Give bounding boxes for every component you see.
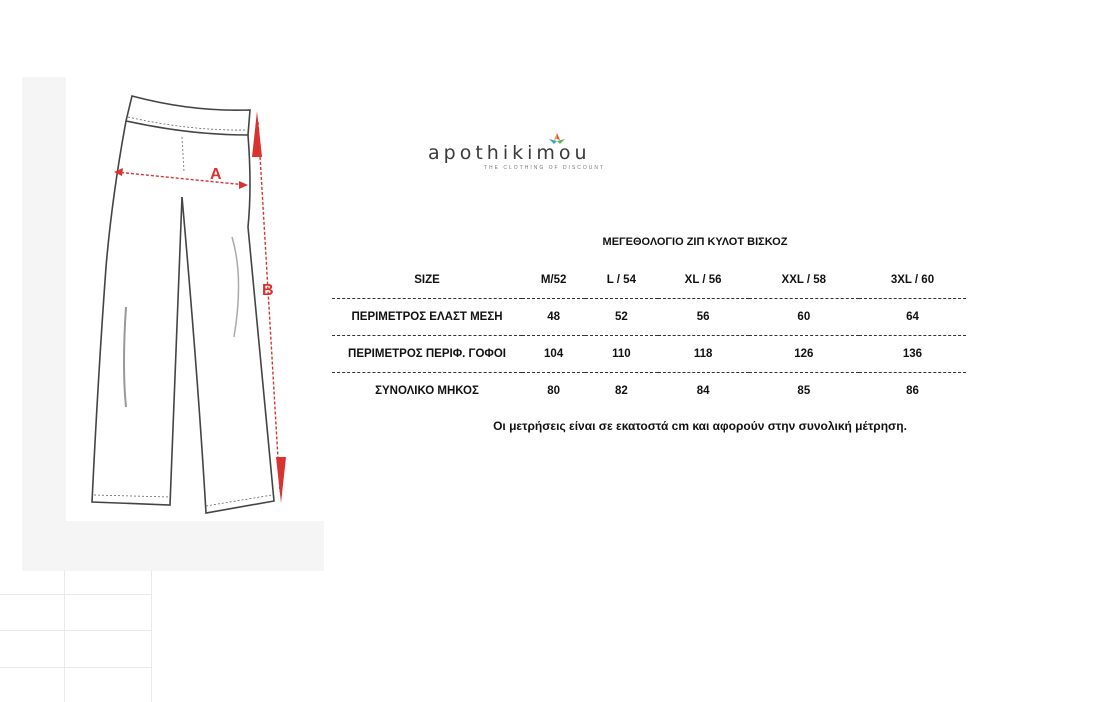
table-row xyxy=(332,299,966,336)
table-cell: 110 xyxy=(612,348,631,360)
table-cell: 118 xyxy=(693,348,713,360)
logo-tagline: THE CLOTHING OF DISCOUNT xyxy=(484,165,606,171)
table-row xyxy=(332,373,966,410)
gridline xyxy=(0,630,152,631)
table-cell: 84 xyxy=(696,385,710,397)
table-cell: 48 xyxy=(547,311,561,323)
brand-logo xyxy=(428,132,698,176)
gridline xyxy=(64,571,65,702)
header-cell: XL / 56 xyxy=(684,274,722,286)
pants-illustration xyxy=(22,77,324,571)
size-chart-table xyxy=(332,262,966,409)
measurement-note: Οι μετρήσεις είναι σε εκατοστά cm και αφορούν στην συνολική μέτρηση. xyxy=(493,419,907,433)
header-cell: SIZE xyxy=(414,274,440,286)
row-label: ΠΕΡΙΜΕΤΡΟΣ ΠΕΡΙΦ. ΓΟΦΟΙ xyxy=(348,348,506,360)
table-cell: 56 xyxy=(696,311,710,323)
measurement-b-label: B xyxy=(262,282,274,299)
table-row xyxy=(332,336,966,373)
header-cell: L / 54 xyxy=(606,274,636,286)
table-cell: 60 xyxy=(797,311,811,323)
size-chart-title: ΜΕΓΕΘΟΛΟΓΙΟ ΖΙΠ ΚΥΛΟΤ ΒΙΣΚΟΖ xyxy=(602,236,788,248)
table-cell: 64 xyxy=(906,311,919,323)
gridline xyxy=(0,667,152,668)
gridline xyxy=(151,571,152,702)
table-cell: 86 xyxy=(906,385,919,397)
header-cell: M/52 xyxy=(540,274,567,286)
row-label: ΠΕΡΙΜΕΤΡΟΣ ΕΛΑΣΤ ΜΕΣΗ xyxy=(351,311,503,323)
header-cell: 3XL / 60 xyxy=(890,274,935,286)
pants-drawing xyxy=(22,77,324,571)
table-cell: 136 xyxy=(902,348,923,360)
measurement-a-label: A xyxy=(210,166,222,183)
table-cell: 82 xyxy=(614,385,628,397)
table-cell: 80 xyxy=(547,385,561,397)
logo-wordmark: apothikimou xyxy=(428,142,591,164)
table-cell: 85 xyxy=(797,385,811,397)
table-cell: 126 xyxy=(794,348,814,360)
table-cell: 52 xyxy=(614,311,628,323)
header-cell: XXL / 58 xyxy=(781,274,827,286)
table-cell: 104 xyxy=(544,348,564,360)
table-header-row xyxy=(332,262,966,299)
gridline xyxy=(0,594,152,595)
row-label: ΣΥΝΟΛΙΚΟ ΜΗΚΟΣ xyxy=(375,385,479,397)
